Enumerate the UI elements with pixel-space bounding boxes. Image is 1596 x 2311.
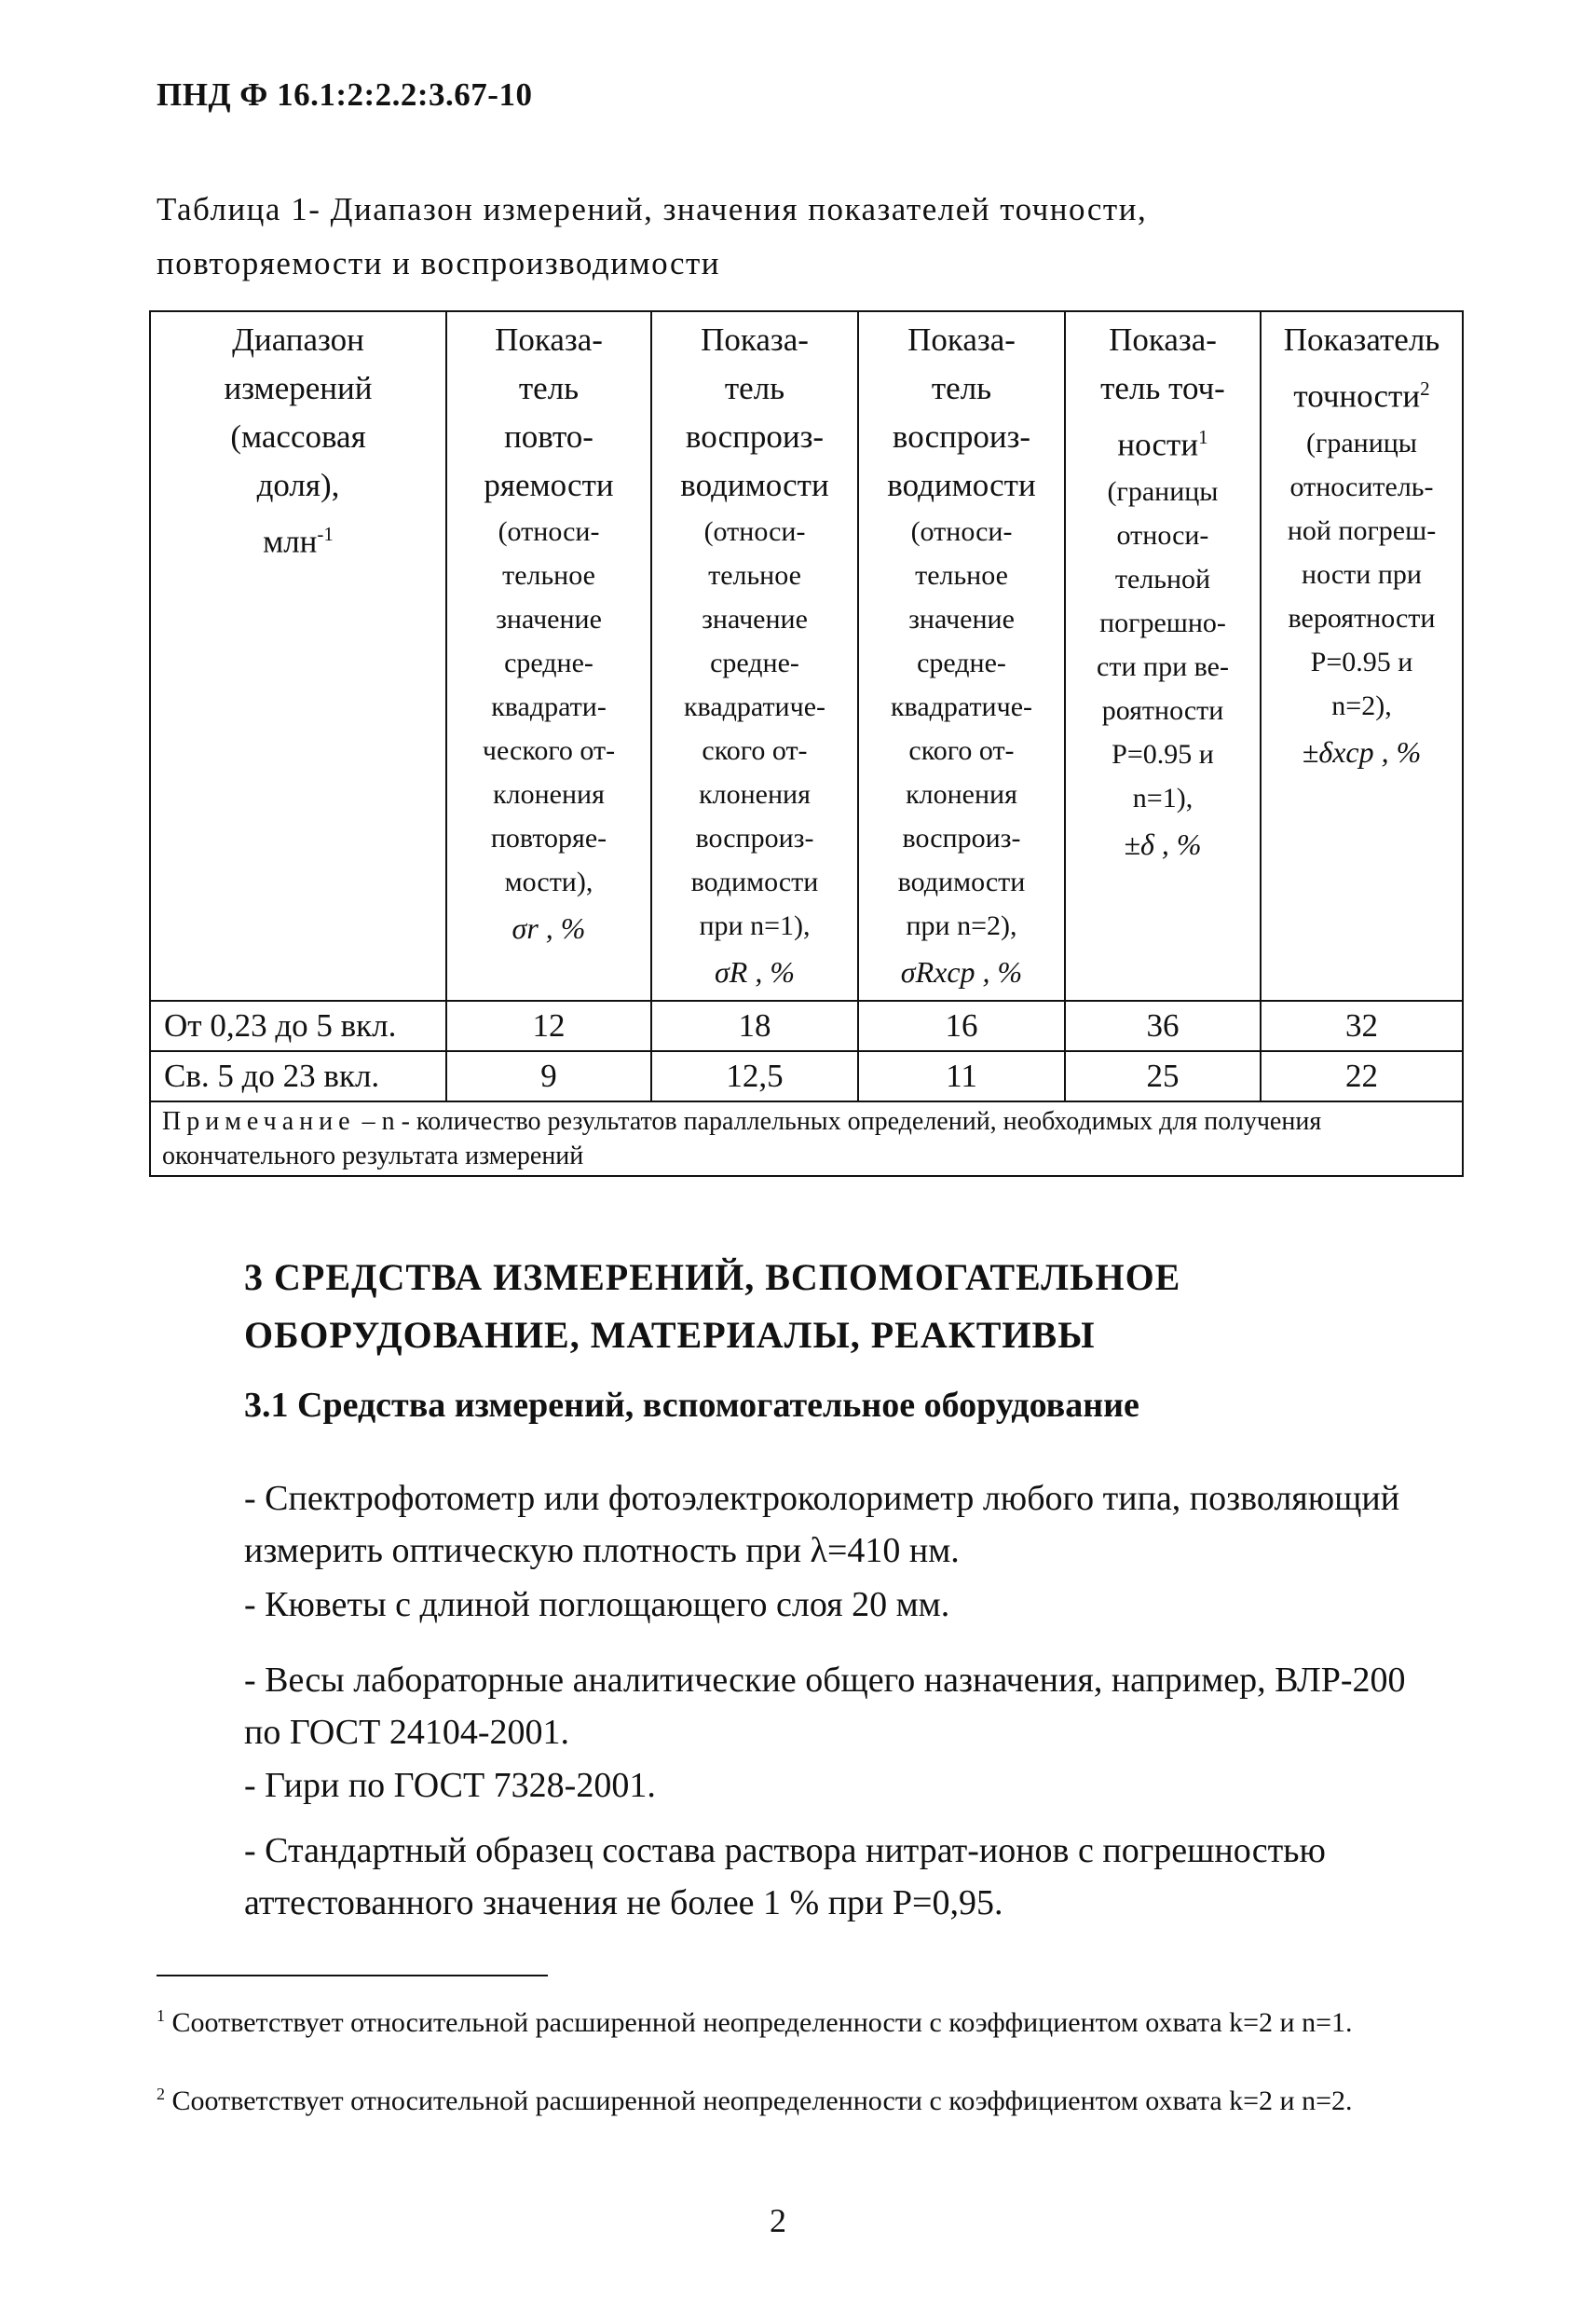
- accuracy-table: [149, 310, 1464, 1177]
- table-header-row: [150, 311, 1463, 1001]
- header-accuracy-n2: Показатель точности$^2$ (границы относитель- ной погреш- ности при вероятности P=0.95 и n=2), ±δxср , %: [1261, 311, 1463, 1001]
- cell-value: 18: [651, 1001, 858, 1051]
- table-caption-line2: повторяемости и воспроизводимости: [157, 245, 721, 281]
- symbol-sigma-R: σR , %: [715, 955, 795, 989]
- list-item: - Весы лабораторные аналитические общего назначения, например, ВЛР-200 по ГОСТ 24104-2001.: [244, 1661, 1406, 1752]
- cell-range: Св. 5 до 23 вкл.: [150, 1051, 446, 1101]
- cell-value: 36: [1065, 1001, 1261, 1051]
- footnote: $^2$ Соответствует относительной расширенной неопределенности с коэффициентом охвата k=2 и n=2.: [157, 2085, 1353, 2116]
- table-note: [150, 1101, 1463, 1176]
- cell-value: 25: [1065, 1051, 1261, 1101]
- symbol-sigma-r: σr , %: [512, 911, 586, 945]
- symbol-sigma-Rx: σRxср , %: [900, 955, 1023, 989]
- page-number: 2: [770, 2202, 786, 2239]
- list-item: - Спектрофотометр или фотоэлектроколориметр любого типа, позволяющий измерить оптическую плотность при λ=410 нм.: [244, 1479, 1400, 1570]
- header-range: Диапазон измерений (массовая доля), млн$^{-1}$: [150, 311, 446, 1001]
- list-item: - Гири по ГОСТ 7328-2001.: [244, 1766, 656, 1805]
- cell-range: От 0,23 до 5 вкл.: [150, 1001, 446, 1051]
- header-accuracy-n1: Показа- тель точ- ности$^1$ (границы относи- тельной погрешно- сти при ве- роятности P=0.95 и n=1), ±δ , %: [1065, 311, 1261, 1001]
- cell-value: 9: [446, 1051, 651, 1101]
- cell-value: 32: [1261, 1001, 1463, 1051]
- footnote-divider: [157, 1975, 548, 1976]
- cell-value: 12: [446, 1001, 651, 1051]
- cell-value: 16: [858, 1001, 1065, 1051]
- note-text: – n - количество результатов параллельных определений, необходимых для получения окончательного результата измерений: [162, 1107, 1322, 1170]
- header-reproducibility-n1: Показа- тель воспроиз- водимости (относи- тельное значение средне- квадратиче- ского от- клонения воспроиз- водимости при n=1), σR , %: [651, 311, 858, 1001]
- cell-value: 11: [858, 1051, 1065, 1101]
- footnote: $^1$ Соответствует относительной расширенной неопределенности с коэффициентом охвата k=2 и n=1.: [157, 2006, 1353, 2038]
- cell-value: 22: [1261, 1051, 1463, 1101]
- document-code: ПНД Ф 16.1:2:2.2:3.67-10: [157, 76, 533, 113]
- header-reproducibility-n2: Показа- тель воспроиз- водимости (относи- тельное значение средне- квадратиче- ского от- клонения воспроиз- водимости при n=2), σRxср , %: [858, 311, 1065, 1001]
- table-caption-line1: Таблица 1- Диапазон измерений, значения показателей точности,: [157, 191, 1148, 227]
- cell-value: 12,5: [651, 1051, 858, 1101]
- symbol-delta-x: ±δxср , %: [1302, 734, 1422, 769]
- symbol-delta: ±δ , %: [1124, 827, 1202, 861]
- table-caption: [157, 183, 1424, 291]
- note-label: Примечание: [162, 1107, 356, 1136]
- section-heading: 3 СРЕДСТВА ИЗМЕРЕНИЙ, ВСПОМОГАТЕЛЬНОЕ ОБОРУДОВАНИЕ, МАТЕРИАЛЫ, РЕАКТИВЫ: [244, 1256, 1181, 1356]
- subsection-heading: 3.1 Средства измерений, вспомогательное оборудование: [244, 1386, 1139, 1425]
- table-row: [150, 1001, 1463, 1051]
- table-note-row: [150, 1101, 1463, 1176]
- table-row: [150, 1051, 1463, 1101]
- list-item: - Кюветы с длиной поглощающего слоя 20 мм.: [244, 1585, 950, 1624]
- header-repeatability: Показа- тель повто- ряемости (относи- тельное значение средне- квадрати- ческого от- клонения повторяе- мости), σr , %: [446, 311, 651, 1001]
- list-item: - Стандартный образец состава раствора нитрат-ионов с погрешностью аттестованного значения не более 1 % при P=0,95.: [244, 1831, 1326, 1922]
